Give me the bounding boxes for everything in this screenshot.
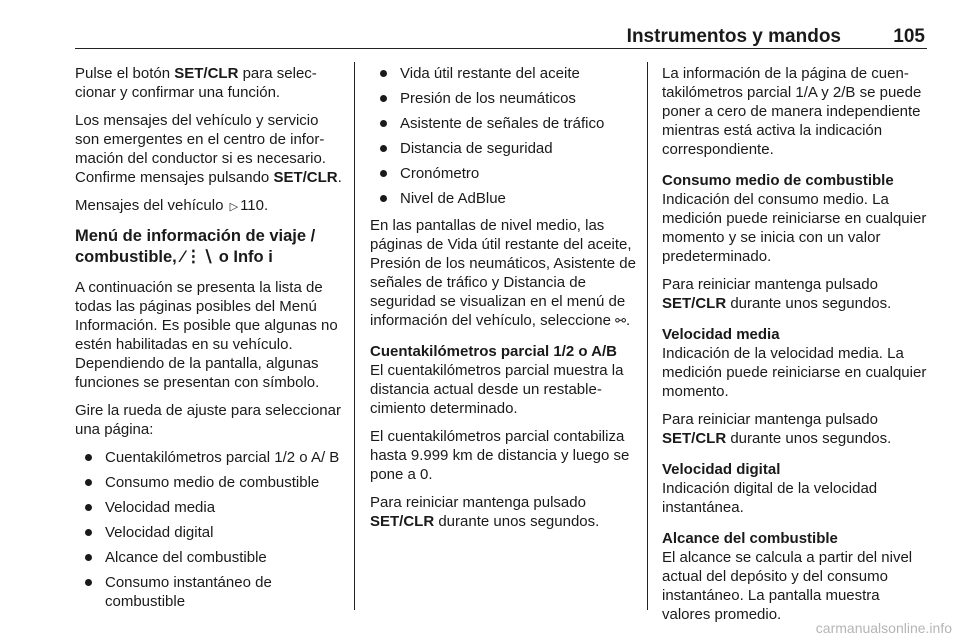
trip-fuel-icon: ⁄⋮∖ <box>181 248 215 266</box>
paragraph: Indicación digital de la velocidad instantánea. <box>662 480 878 516</box>
page-reference-icon: ▷ <box>229 201 239 213</box>
paragraph: Indicación del consumo medio. La medición puede reiniciarse en cualquier momento y se inicia con un valor predeterminado. <box>662 191 927 265</box>
subheading: Velocidad digital <box>662 461 781 478</box>
paragraph: El cuentakilómetros parcial contabiliza hasta 9.999 km de distancia y luego se pone a 0. <box>370 428 630 483</box>
page-header <box>75 26 927 49</box>
column-2 <box>370 64 638 540</box>
paragraph: Indicación de la velocidad media. La medición puede reiniciarse en cualquier momento. <box>662 345 927 400</box>
list-item: Asistente de señales de tráfico <box>370 114 638 133</box>
list-item: Cronómetro <box>370 164 638 183</box>
list-item: Alcance del combustible <box>75 548 345 567</box>
cross-reference[interactable]: Mensajes del vehículo ▷ 110. <box>75 197 269 214</box>
column-divider-1 <box>354 62 355 610</box>
paragraph: Para reiniciar mantenga pulsado SET/CLR durante unos segundos. <box>662 411 892 447</box>
subheading: Velocidad media <box>662 326 780 343</box>
paragraph: Para reiniciar mantenga pulsado SET/CLR durante unos segundos. <box>370 494 600 530</box>
key-label: SET/CLR <box>662 430 727 447</box>
key-label: SET/CLR <box>174 65 239 82</box>
paragraph: Gire la rueda de ajuste para seleccionar una página: <box>75 402 341 438</box>
column-3 <box>662 64 930 633</box>
watermark: carmanualsonline.info <box>815 620 952 636</box>
list-item: Consumo medio de combustible <box>75 473 345 492</box>
paragraph: Para reiniciar mantenga pulsado SET/CLR durante unos segundos. <box>662 276 892 312</box>
page-list-continued <box>370 64 638 208</box>
paragraph: A continuación se presenta la lista de todas las páginas posibles del Menú Información. Es posible que algunas no estén habilitadas en su vehículo. Dependiendo de la pantalla, algunas funciones se presentan con símbolo. <box>75 279 338 391</box>
key-label: SET/CLR <box>370 513 435 530</box>
key-label: SET/CLR <box>273 169 338 186</box>
list-item: Cuentakilómetros parcial 1/2 o A/ B <box>75 448 345 467</box>
column-1 <box>75 64 345 619</box>
list-item: Velocidad media <box>75 498 345 517</box>
paragraph: El alcance se calcula a partir del nivel actual del depósito y del consumo instantáneo. La pantalla muestra valores promedio. <box>662 549 913 623</box>
list-item: Nivel de AdBlue <box>370 189 638 208</box>
paragraph: Pulse el botón SET/CLR para seleccionar y confirmar una función. <box>75 65 317 101</box>
info-icon: i <box>268 248 273 266</box>
subheading: Consumo medio de combustible <box>662 172 894 189</box>
subheading: Cuentakilómetros parcial 1/2 o A/B <box>370 343 618 360</box>
list-item: Consumo instantáneo de combustible <box>75 573 345 611</box>
section-heading: Menú de información de viaje / combustible, ⁄⋮∖ o Info i <box>75 227 316 266</box>
column-divider-2 <box>647 62 648 610</box>
paragraph: La información de la página de cuentakilómetros parcial 1/A y 2/B se puede poner a cero de manera independiente mientras está activa la indicación correspondiente. <box>662 65 922 158</box>
page-number: 105 <box>893 26 925 47</box>
page-list <box>75 448 345 611</box>
list-item: Presión de los neumáticos <box>370 89 638 108</box>
car-icon: ⚯ <box>615 313 627 328</box>
page-title: Instrumentos y mandos <box>626 26 841 47</box>
list-item: Distancia de seguridad <box>370 139 638 158</box>
subheading: Alcance del combustible <box>662 530 838 547</box>
list-item: Velocidad digital <box>75 523 345 542</box>
paragraph: En las pantallas de nivel medio, las páginas de Vida útil restante del aceite, Presión de los neumáticos, Asistente de señales de tráfico y Distancia de seguridad se visualizan en el menú de información del vehículo, seleccione ⚯. <box>370 217 636 329</box>
list-item: Vida útil restante del aceite <box>370 64 638 83</box>
key-label: SET/CLR <box>662 295 727 312</box>
paragraph: El cuentakilómetros parcial muestra la distancia actual desde un restablecimiento determinado. <box>370 362 624 417</box>
paragraph: Los mensajes del vehículo y servicio son emergentes en el centro de información del conductor si es necesario. Confirme mensajes pulsando SET/CLR. <box>75 112 342 186</box>
